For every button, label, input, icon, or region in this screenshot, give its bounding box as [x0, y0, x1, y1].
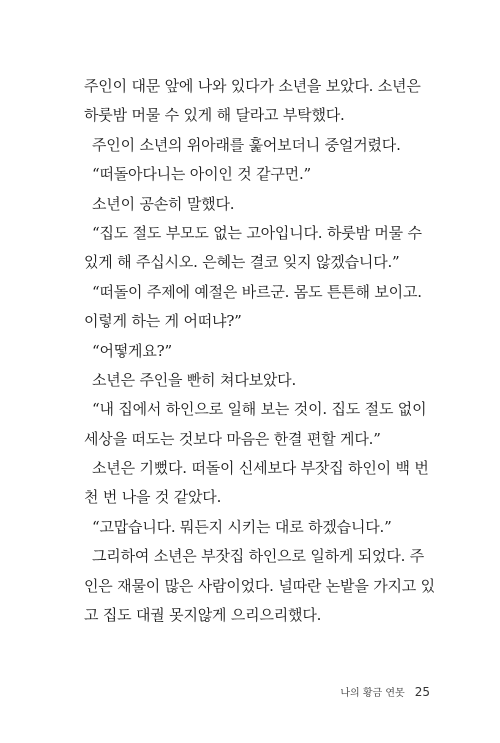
- text-line: 소년은 주인을 빤히 쳐다보았다.: [92, 370, 297, 389]
- text-line: 인은 재물이 많은 사람이었다. 널따란 논밭을 가지고 있: [84, 576, 435, 595]
- text-line: “떠돌아다니는 아이인 것 같구먼.”: [92, 165, 311, 184]
- text-line: “집도 절도 부모도 없는 고아입니다. 하룻밤 머물 수: [92, 223, 422, 242]
- text-line: 소년은 기뻤다. 떠돌이 신세보다 부잣집 하인이 백 번: [92, 459, 429, 478]
- text-line: 세상을 떠도는 것보다 마음은 한결 편할 게다.”: [84, 429, 381, 448]
- text-line: 그리하여 소년은 부잣집 하인으로 일하게 되었다. 주: [92, 547, 425, 566]
- text-line: “떠돌이 주제에 예절은 바르군. 몸도 튼튼해 보이고.: [92, 282, 422, 301]
- body-text: [84, 72, 435, 630]
- text-line: “고맙습니다. 뭐든지 시키는 대로 하겠습니다.”: [92, 517, 392, 536]
- text-line: “내 집에서 하인으로 일해 보는 것이. 집도 절도 없이: [92, 400, 427, 419]
- text-line: “어떻게요?”: [92, 341, 172, 360]
- page-footer: [340, 684, 430, 699]
- text-line: 천 번 나을 것 같았다.: [84, 488, 222, 507]
- text-line: 있게 해 주십시오. 은혜는 결코 잊지 않겠습니다.”: [84, 253, 400, 272]
- text-line: 고 집도 대궐 못지않게 으리으리했다.: [84, 606, 322, 625]
- text-line: 주인이 소년의 위아래를 훑어보더니 중얼거렸다.: [92, 135, 401, 154]
- text-line: 이렇게 하는 게 어떠냐?”: [84, 312, 242, 331]
- text-line: 하룻밤 머물 수 있게 해 달라고 부탁했다.: [84, 106, 345, 125]
- book-title: 나의 황금 연못: [340, 688, 405, 699]
- text-line: 주인이 대문 앞에 나와 있다가 소년을 보았다. 소년은: [84, 77, 421, 95]
- page-number: 25: [414, 685, 430, 699]
- text-line: 소년이 공손히 말했다.: [92, 194, 235, 213]
